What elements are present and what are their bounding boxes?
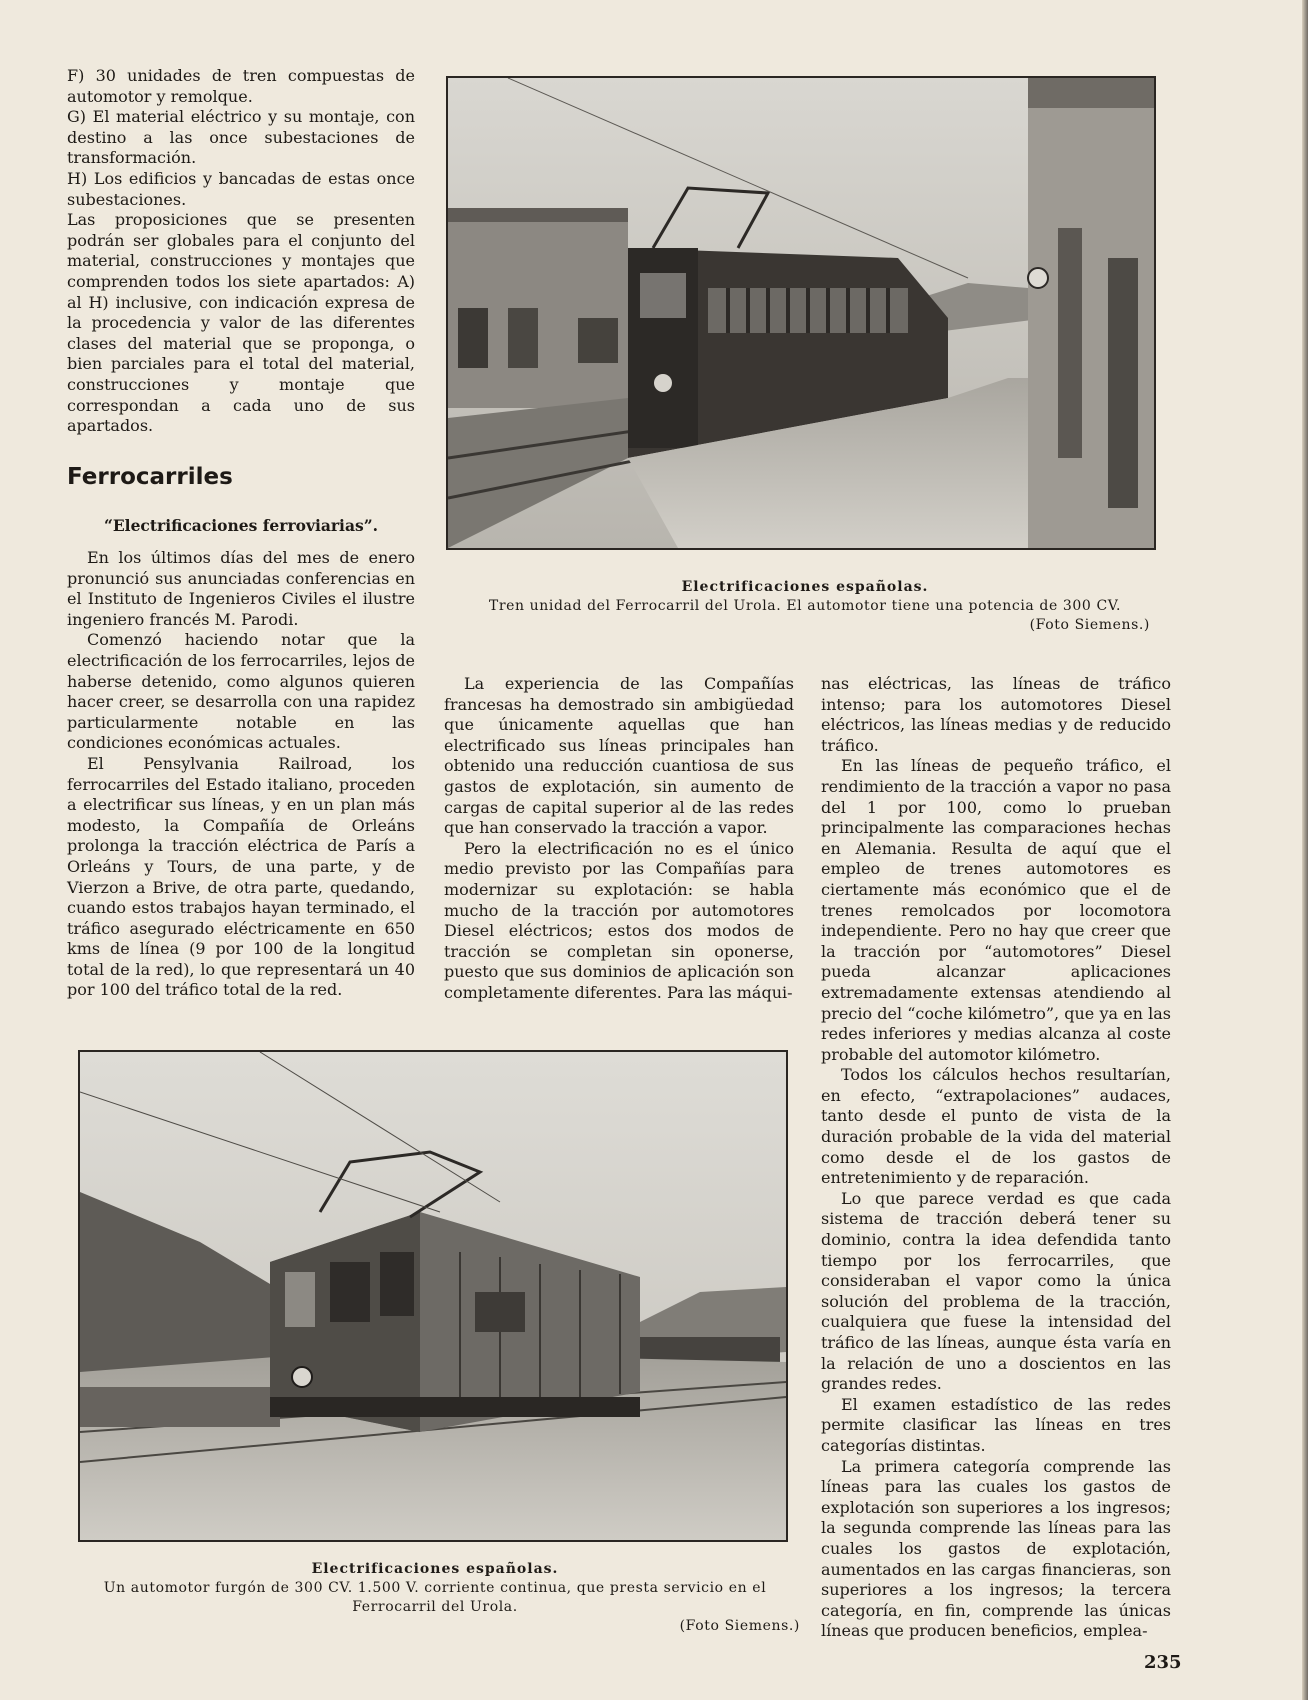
paragraph: F) 30 unidades de tren compuestas de automotor y remolque. — [67, 66, 415, 106]
column-1-bottom — [67, 548, 415, 1001]
page-number: 235 — [1144, 1652, 1182, 1673]
column-3 — [821, 674, 1171, 1642]
paragraph: Comenzó haciendo notar que la electrificación de los ferrocarriles, lejos de haberse detenido, como algunos quieren hacer creer, se desarrolla con una rapidez particularmente notable en las condiciones económicas actuales. — [67, 630, 415, 753]
paragraph: El Pensylvania Railroad, los ferrocarriles del Estado italiano, proceden a electrificar sus líneas, y en un plan más modesto, la Compañía de Orleáns prolonga la tracción eléctrica de París a Orleáns y Tours, de una parte, y de Vierzon a Brive, de otra parte, quedando, cuando estos trabajos hayan terminado, el tráfico asegurado eléctricamente en 650 kms de línea (9 por 100 de la longitud total de la red), lo que representará un 40 por 100 del tráfico total de la red. — [67, 753, 415, 1000]
paragraph: La experiencia de las Compañías francesas ha demostrado sin ambigüedad que únicamente aquellas que han electrificado sus líneas principales han obtenido una reducción cuantiosa de sus gastos de explotación, sin aumento de cargas de capital superior al de las redes que han conservado la tracción a vapor. — [444, 674, 794, 838]
motor-van-photo-illustration — [80, 1052, 786, 1540]
paragraph: El examen estadístico de las redes permite clasificar las líneas en tres categorías distintas. — [821, 1394, 1171, 1455]
section-title: Ferrocarriles — [67, 464, 233, 490]
column-2 — [444, 674, 794, 1004]
photo-motor-van — [78, 1050, 788, 1542]
caption-text: Un automotor furgón de 300 CV. 1.500 V. corriente continua, que presta servicio en el Ferrocarril del Urola. — [103, 1580, 767, 1615]
paragraph: G) El material eléctrico y su montaje, con destino a las once subestaciones de transformación. — [67, 107, 415, 168]
paragraph: La primera categoría comprende las líneas para las cuales los gastos de explotación son superiores a los ingresos; la segunda comprende las líneas para las cuales los gastos de explotación, aumentados en las cargas financieras, son superiores a los ingresos; la tercera categoría, en fin, comprende las únicas líneas que producen beneficios, emplea- — [821, 1456, 1171, 1641]
caption-title: Electrificaciones españolas. — [681, 579, 929, 595]
photo-train-station — [446, 76, 1156, 550]
paragraph: Las proposiciones que se presenten podrán ser globales para el conjunto del material, construcciones y montajes que comprenden todos los siete apartados: A) al H) inclusive, con indicación expresa de la procedencia y valor de las diferentes clases del material que se proponga, o bien parciales para el total del material, construcciones y montaje que correspondan a cada uno de sus apartados. — [67, 210, 415, 436]
photo-caption-1 — [460, 578, 1150, 635]
column-1-top — [67, 66, 415, 437]
photo-caption-2 — [70, 1560, 800, 1636]
paragraph: Pero la electrificación no es el único medio previsto por las Compañías para modernizar su explotación: se habla mucho de la tracción por automotores Diesel eléctricos; estos dos modos de tracción se completan sin oponerse, puesto que sus dominios de aplicación son completamente diferentes. Para las máqui- — [444, 838, 794, 1002]
caption-credit: (Foto Siemens.) — [679, 1618, 800, 1634]
paragraph: H) Los edificios y bancadas de estas once subestaciones. — [67, 168, 415, 209]
paragraph: En las líneas de pequeño tráfico, el rendimiento de la tracción a vapor no pasa del 1 por 100, como lo prueban principalmente las comparaciones hechas en Alemania. Resulta de aquí que el empleo de trenes automotores es ciertamente más económico que el de trenes remolcados por locomotora independiente. Pero no hay que creer que la tracción por “automotores” Diesel pueda alcanzar aplicaciones extremadamente extensas atendiendo al precio del “coche kilómetro”, que ya en las redes inferiores y medias alcanza al coste probable del automotor kilómetro. — [821, 756, 1171, 1064]
paragraph: En los últimos días del mes de enero pronunció sus anunciadas conferencias en el Instituto de Ingenieros Civiles el ilustre ingeniero francés M. Parodi. — [67, 548, 415, 629]
page-edge — [1302, 0, 1308, 1700]
train-photo-illustration — [448, 78, 1154, 548]
paragraph: nas eléctricas, las líneas de tráfico intenso; para los automotores Diesel eléctricos, las líneas medias y de reducido tráfico. — [821, 674, 1171, 755]
article-title: “Electrificaciones ferroviarias”. — [103, 516, 379, 535]
caption-credit: (Foto Siemens.) — [1029, 617, 1150, 633]
paragraph: Lo que parece verdad es que cada sistema de tracción deberá tener su dominio, contra la idea defendida tanto tiempo por los ferrocarriles, que consideraban el vapor como la única solución del problema de la tracción, cualquiera que fuese la intensidad del tráfico de las líneas, aunque ésta varía en la relación de uno a doscientos en las grandes redes. — [821, 1188, 1171, 1394]
caption-title: Electrificaciones españolas. — [311, 1561, 559, 1577]
paragraph: Todos los cálculos hechos resultarían, en efecto, “extrapolaciones” audaces, tanto desde el punto de vista de la duración probable de la vida del material como desde el de los gastos de entretenimiento y de reparación. — [821, 1065, 1171, 1188]
caption-text: Tren unidad del Ferrocarril del Urola. El automotor tiene una potencia de 300 CV. — [488, 598, 1122, 614]
